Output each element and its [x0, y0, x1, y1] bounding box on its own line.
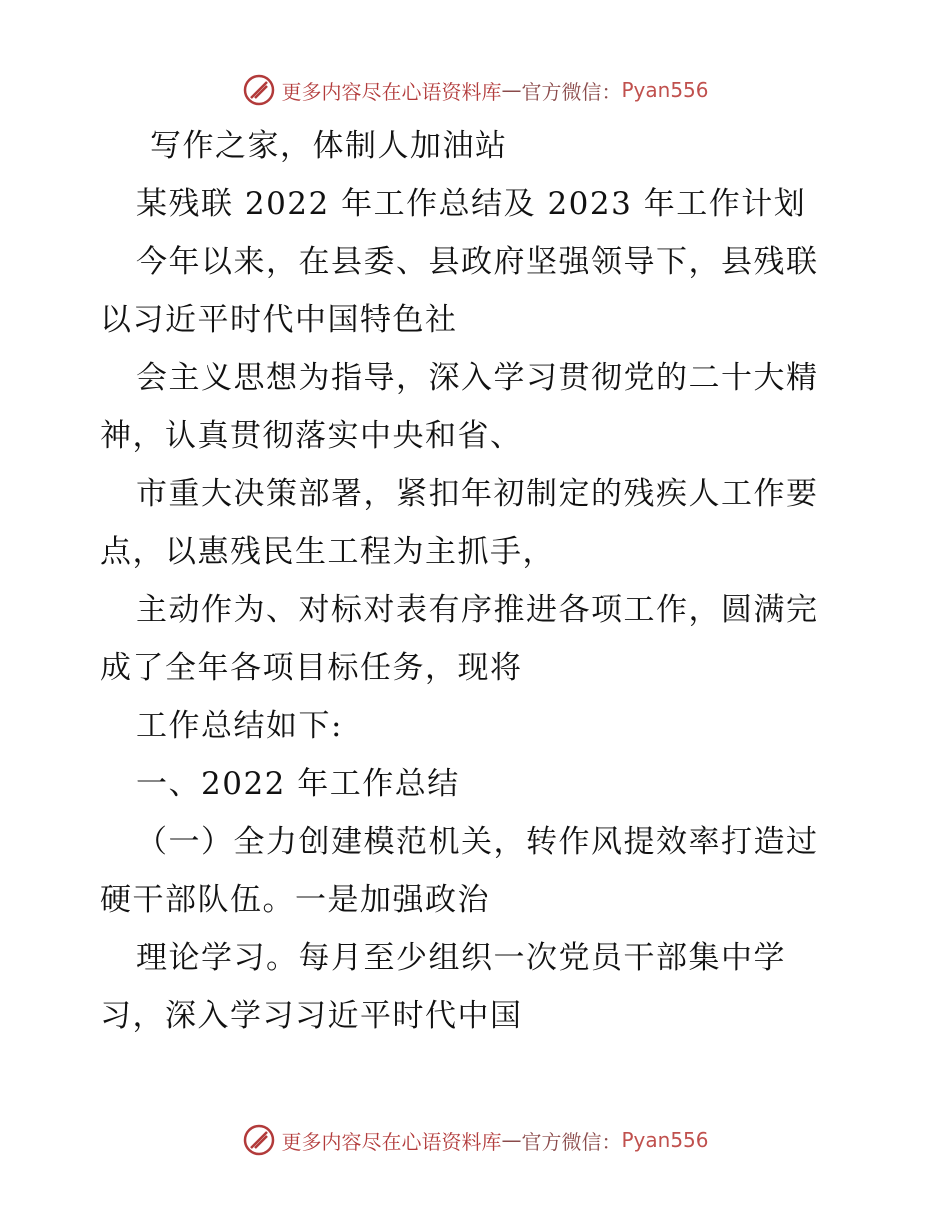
doc-line: 市重大决策部署，紧扣年初制定的残疾人工作要 — [136, 476, 819, 512]
doc-line: 工作总结如下: — [136, 708, 343, 744]
quill-logo-icon — [241, 1122, 277, 1158]
document-body — [100, 117, 860, 1045]
footer-watermark-banner — [0, 1120, 950, 1160]
doc-line-subtitle: 写作之家，体制人加油站 — [150, 128, 508, 164]
doc-line: 理论学习。每月至少组织一次党员干部集中学 — [136, 940, 786, 976]
banner-dash: — — [501, 78, 522, 102]
doc-section-heading: 一、2022 年工作总结 — [136, 766, 460, 802]
doc-line: 点，以惠残民生工程为主抓手， — [100, 534, 555, 570]
doc-line: 神，认真贯彻落实中央和省、 — [100, 418, 523, 454]
doc-line: （一）全力创建模范机关，转作风提效率打造过 — [136, 824, 819, 860]
banner-wechat-id: Pyan556 — [621, 1128, 709, 1152]
banner-official: 官方微信： — [521, 1129, 622, 1154]
banner-wechat-id: Pyan556 — [621, 78, 709, 102]
doc-line: 今年以来，在县委、县政府坚强领导下，县残联 — [136, 244, 819, 280]
doc-line: 成了全年各项目标任务，现将 — [100, 650, 523, 686]
header-watermark-banner — [0, 70, 950, 110]
doc-line: 会主义思想为指导，深入学习贯彻党的二十大精 — [136, 360, 819, 396]
doc-line: 主动作为、对标对表有序推进各项工作，圆满完 — [136, 592, 819, 628]
banner-dash: — — [501, 1128, 522, 1152]
quill-logo-icon — [241, 72, 277, 108]
doc-line: 习，深入学习习近平时代中国 — [100, 998, 523, 1034]
doc-line: 硬干部队伍。一是加强政治 — [100, 882, 490, 918]
doc-line-title: 某残联 2022 年工作总结及 2023 年工作计划 — [136, 186, 807, 222]
banner-text: 更多内容尽在心语资料库 — [281, 1129, 502, 1154]
banner-official: 官方微信： — [521, 79, 622, 104]
doc-line: 以习近平时代中国特色社 — [100, 302, 458, 338]
banner-text: 更多内容尽在心语资料库 — [281, 79, 502, 104]
